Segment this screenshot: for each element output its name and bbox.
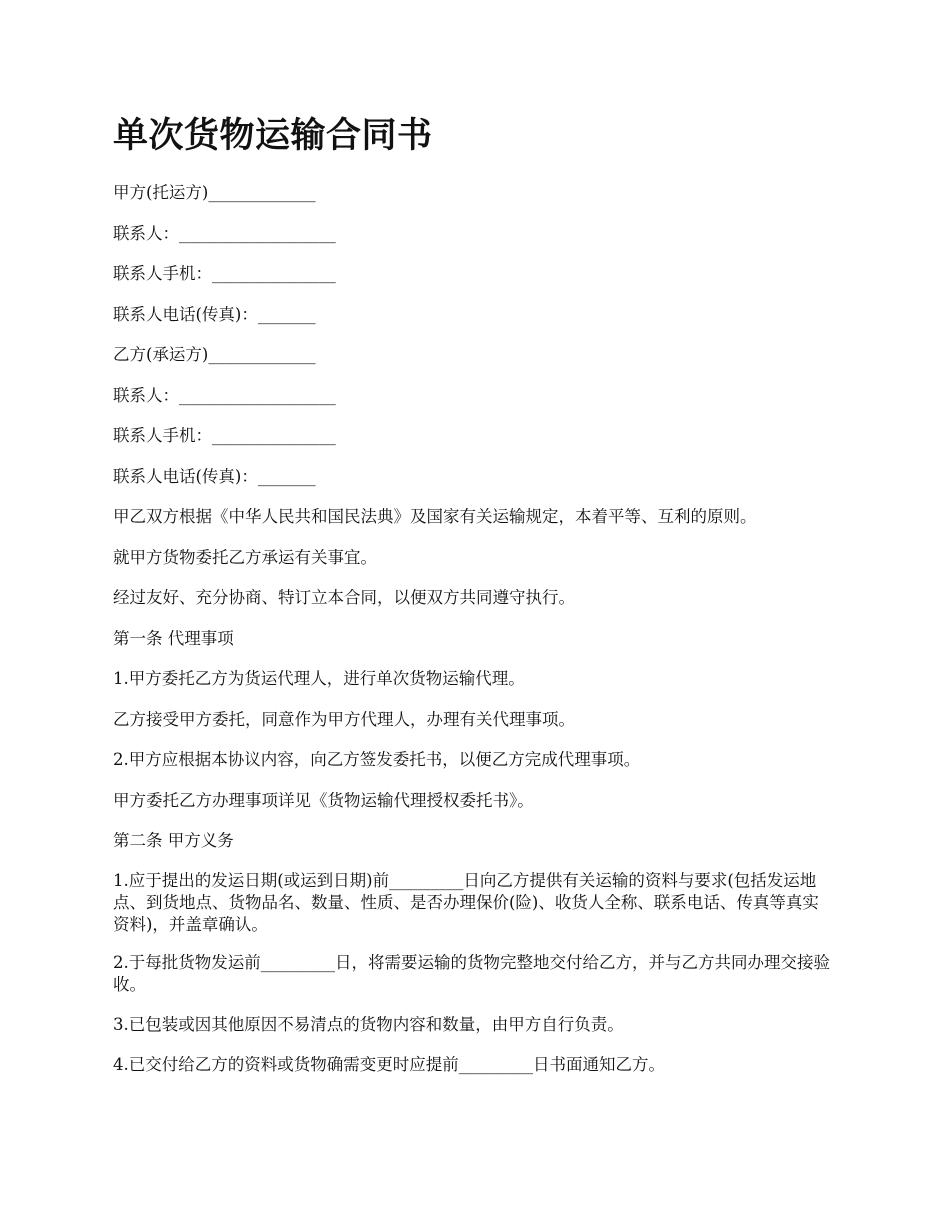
article-heading: 第一条 代理事项 — [113, 628, 234, 648]
clause-paragraph: 1.甲方委托乙方为货运代理人，进行单次货物运输代理。 — [113, 669, 525, 688]
clause-paragraph: 3.已包装或因其他原因不易清点的货物内容和数量，由甲方自行负责。 — [113, 1014, 624, 1034]
article-heading: 第二条 甲方义务 — [113, 831, 234, 850]
clause-paragraph: 2.甲方应根据本协议内容，向乙方签发委托书，以便乙方完成代理事项。 — [113, 750, 641, 769]
party-b-contact-line: 联系人：___________________ — [113, 385, 336, 405]
preamble-paragraph: 甲乙双方根据《中华人民共和国民法典》及国家有关运输规定，本着平等、互利的原则。 — [113, 507, 757, 526]
party-b-phone-fax-line: 联系人电话(传真)：_______ — [113, 466, 316, 486]
party-a-phone-fax-line: 联系人电话(传真)：_______ — [113, 304, 316, 324]
document-page — [113, 112, 833, 1094]
party-a-line: 甲方(托运方)_____________ — [113, 183, 316, 202]
party-b-mobile-line: 联系人手机：_______________ — [113, 426, 336, 445]
clause-paragraph: 1.应于提出的发运日期(或运到日期)前_________日向乙方提供有关运输的资料与要求(包括发运地点、到货地点、货物品名、数量、性质、是否办理保价(险)、收货人全称、联系电话、传真等真实资料)，并盖章确认。 — [113, 870, 819, 934]
preamble-paragraph: 经过友好、充分协商、特订立本合同，以便双方共同遵守执行。 — [113, 588, 575, 607]
party-b-line: 乙方(承运方)_____________ — [113, 345, 316, 364]
preamble-paragraph: 就甲方货物委托乙方承运有关事宜。 — [113, 547, 377, 567]
clause-paragraph: 2.于每批货物发运前_________日，将需要运输的货物完整地交付给乙方，并与乙方共同办理交接验收。 — [113, 953, 830, 994]
party-a-contact-line: 联系人：___________________ — [113, 223, 336, 243]
clause-paragraph: 乙方接受甲方委托，同意作为甲方代理人，办理有关代理事项。 — [113, 709, 575, 729]
document-title: 单次货物运输合同书 — [113, 116, 433, 156]
party-a-mobile-line: 联系人手机：_______________ — [113, 264, 336, 283]
clause-paragraph: 甲方委托乙方办理事项详见《货物运输代理授权委托书》。 — [113, 790, 534, 810]
clause-paragraph: 4.已交付给乙方的资料或货物确需变更时应提前_________日书面通知乙方。 — [113, 1055, 665, 1074]
